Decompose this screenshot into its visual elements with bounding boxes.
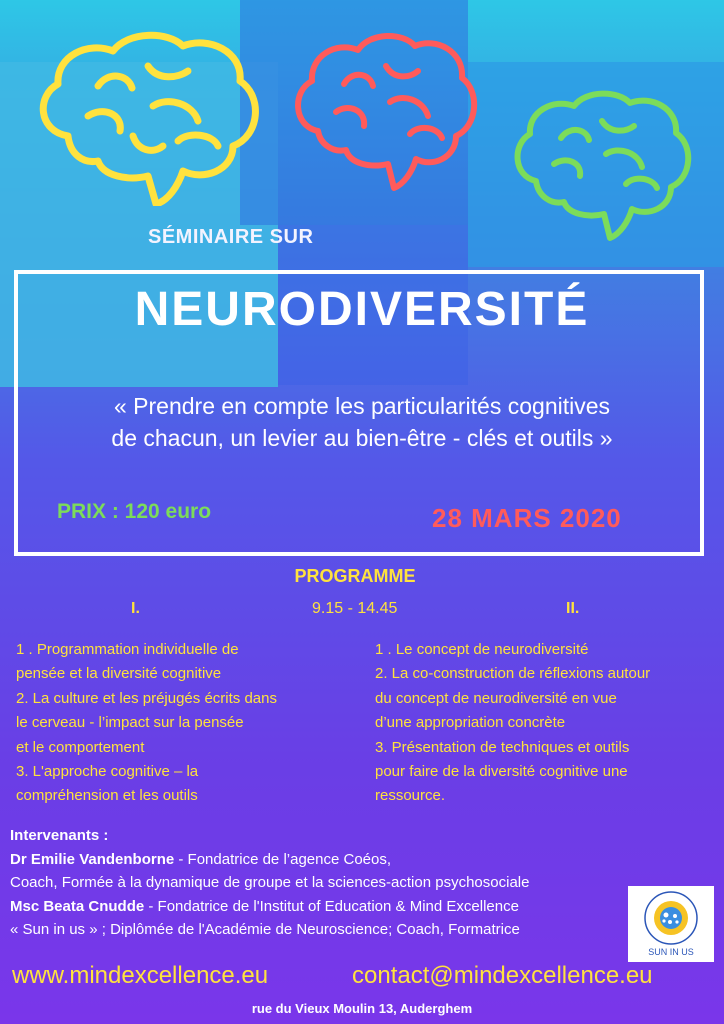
brain-red-icon xyxy=(288,26,478,196)
program-heading: PROGRAMME xyxy=(294,566,416,586)
list-item: ressource. xyxy=(375,787,446,805)
subtitle-line-1: « Prendre en compte les particularités cognitives xyxy=(113,393,611,419)
speakers-heading: Intervenants : xyxy=(10,827,109,844)
address: rue du Vieux Moulin 13, Auderghem xyxy=(251,1001,473,1016)
program-part-2-list xyxy=(375,638,715,809)
seminar-label: SÉMINAIRE SUR xyxy=(148,226,314,248)
logo-label: SUN IN US xyxy=(648,947,694,957)
speaker-2 xyxy=(10,895,650,919)
list-item: pour faire de la diversité cognitive une xyxy=(375,763,628,781)
subtitle-line-2: de chacun, un levier au bien-être - clés et outils » xyxy=(111,425,613,451)
event-date: 28 MARS 2020 xyxy=(432,503,622,533)
speaker-2-role: - Fondatrice de l'Institut of Education & Mind Excellence xyxy=(144,897,519,915)
list-item: compréhension et les outils xyxy=(16,787,198,805)
speaker-1-role: - Fondatrice de l’agence Coéos, xyxy=(174,850,392,868)
list-item: 2. La co-construction de réflexions autour xyxy=(375,665,651,683)
price: PRIX : 120 euro xyxy=(57,500,212,523)
program-part-1-number: I. xyxy=(131,600,140,617)
speaker-1 xyxy=(10,848,650,872)
speaker-2-name: Msc Beata Cnudde xyxy=(10,897,145,915)
speaker-1-role-2: Coach, Formée à la dynamique de groupe et la sciences-action psychosociale xyxy=(10,874,530,891)
list-item: 3. L'approche cognitive – la xyxy=(16,763,199,781)
list-item: 1 . Le concept de neurodiversité xyxy=(375,641,589,658)
list-item: et le comportement xyxy=(16,738,145,756)
page-title: NEURODIVERSITÉ xyxy=(134,283,590,336)
brain-yellow-icon xyxy=(28,26,268,206)
list-item: du concept de neurodiversité en vue xyxy=(375,689,617,707)
list-item: le cerveau - l’impact sur la pensée xyxy=(16,714,244,732)
list-item: d’une appropriation concrète xyxy=(375,714,566,732)
list-item: 3. Présentation de techniques et outils xyxy=(375,738,630,756)
program-time: 9.15 - 14.45 xyxy=(312,600,398,617)
email-link[interactable]: contact@mindexcellence.eu xyxy=(352,962,653,989)
list-item: 2. La culture et les préjugés écrits dans xyxy=(16,689,277,707)
list-item: pensée et la diversité cognitive xyxy=(16,665,222,683)
program-part-1-list xyxy=(16,638,361,809)
speaker-1-name: Dr Emilie Vandenborne xyxy=(10,850,175,868)
subtitle xyxy=(22,390,702,454)
speakers-section xyxy=(10,824,650,942)
brain-green-icon xyxy=(508,86,698,246)
list-item: 1 . Programmation individuelle de xyxy=(16,641,239,658)
website-link[interactable]: www.mindexcellence.eu xyxy=(12,962,269,989)
program-part-2-number: II. xyxy=(566,600,580,617)
speaker-2-role-2: « Sun in us » ; Diplômée de l'Académie de Neuroscience; Coach, Formatrice xyxy=(10,921,520,938)
sun-in-us-logo xyxy=(628,886,714,962)
